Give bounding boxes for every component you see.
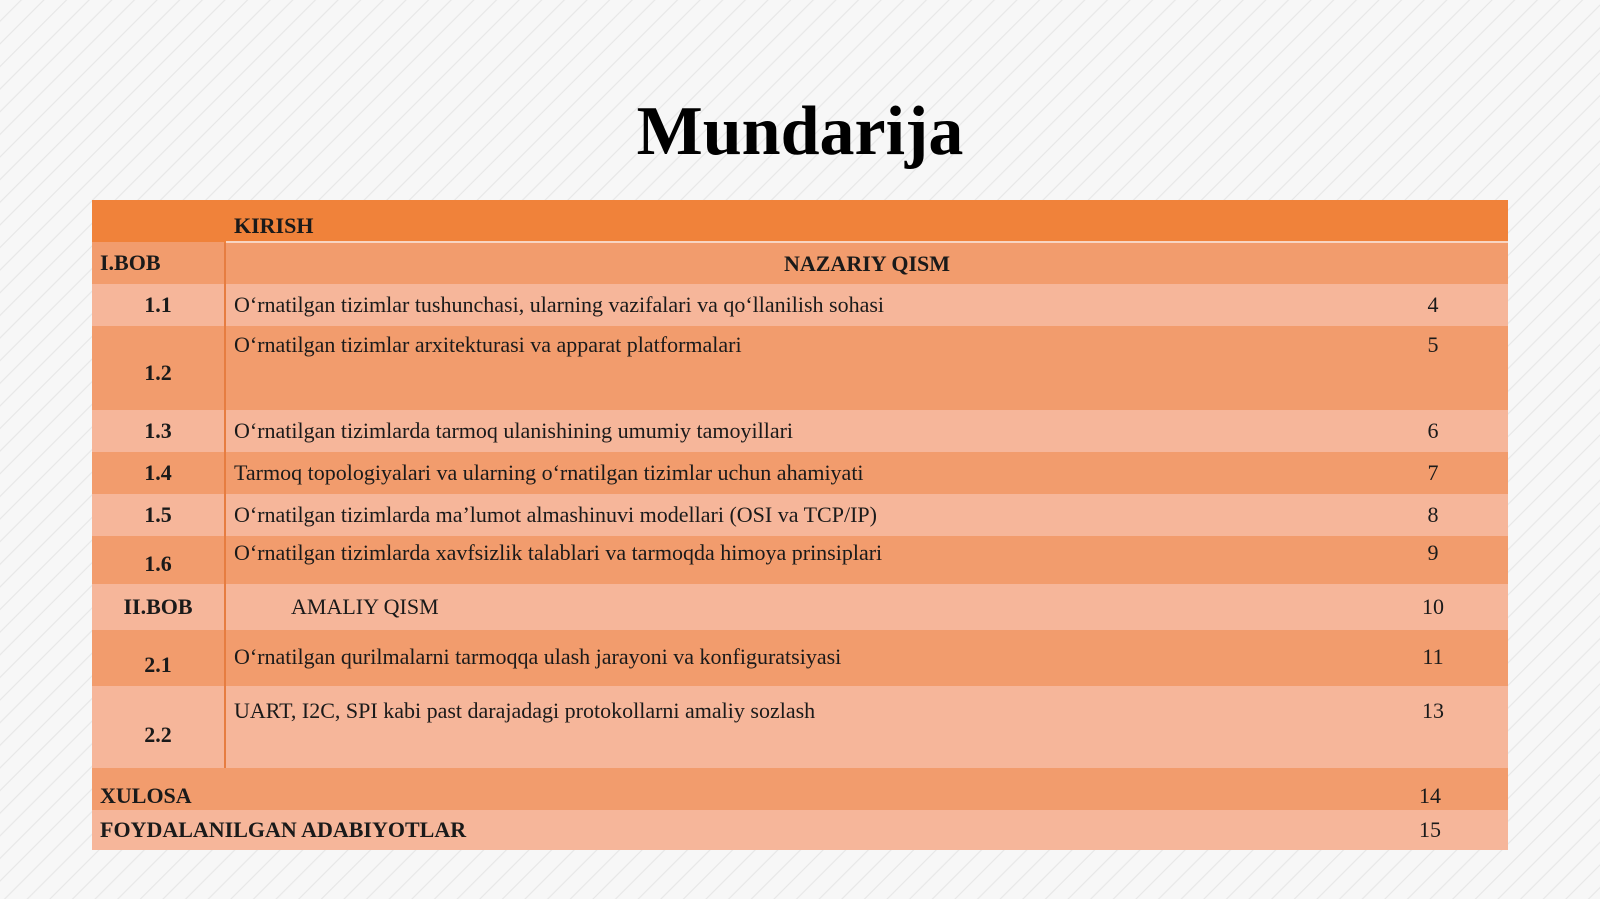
adabiyot-label: FOYDALANILGAN ADABIYOTLAR (100, 817, 467, 842)
toc-item-number: 1.1 (92, 284, 225, 326)
toc-row (92, 494, 1508, 536)
toc-item-page: 8 (1427, 502, 1439, 527)
toc-item-number: 1.2 (92, 326, 225, 410)
toc-row-xulosa (92, 768, 1508, 810)
toc-row-kirish (92, 200, 1508, 242)
toc-item-page: 11 (1422, 644, 1444, 669)
xulosa-label: XULOSA (100, 783, 192, 808)
toc-item-number: 1.5 (92, 494, 225, 536)
toc-item-text: O‘rnatilgan tizimlar tushunchasi, ularning vazifalari va qo‘llanilish sohasi (234, 292, 885, 317)
table-of-contents (92, 200, 1508, 850)
chapter2-number: II.BOB (92, 584, 225, 630)
toc-row (92, 630, 1508, 686)
toc-item-number: 1.3 (92, 410, 225, 452)
kirish-label: KIRISH (225, 200, 1358, 242)
xulosa-page: 14 (1419, 783, 1441, 808)
chapter1-title: NAZARIY QISM (783, 250, 951, 276)
toc-row (92, 452, 1508, 494)
toc-item-text: O‘rnatilgan tizimlar arxitekturasi va apparat platformalari (234, 332, 742, 357)
toc-item-number: 2.2 (92, 686, 225, 768)
toc-item-text: O‘rnatilgan tizimlarda tarmoq ulanishining umumiy tamoyillari (234, 418, 794, 443)
toc-row (92, 686, 1508, 768)
toc-row (92, 284, 1508, 326)
toc-item-text: UART, I2C, SPI kabi past darajadagi protokollarni amaliy sozlash (234, 698, 816, 723)
toc-item-page: 9 (1427, 540, 1439, 565)
toc-item-page: 7 (1427, 460, 1439, 485)
adabiyot-page: 15 (1419, 817, 1441, 842)
toc-item-text: Tarmoq topologiyalari va ularning o‘rnatilgan tizimlar uchun ahamiyati (234, 460, 864, 485)
toc-row-adabiyot (92, 810, 1508, 850)
toc-item-page: 5 (1427, 332, 1439, 357)
toc-item-number: 1.6 (92, 536, 225, 584)
toc-row (92, 536, 1508, 584)
toc-item-text: O‘rnatilgan qurilmalarni tarmoqqa ulash jarayoni va konfiguratsiyasi (234, 644, 842, 669)
toc-row (92, 410, 1508, 452)
toc-row-chapter1 (92, 242, 1508, 284)
toc-item-page: 6 (1427, 418, 1439, 443)
toc-item-text: O‘rnatilgan tizimlarda ma’lumot almashinuvi modellari (OSI va TCP/IP) (234, 502, 877, 527)
page-title: Mundarija (636, 93, 964, 170)
toc-item-number: 1.4 (92, 452, 225, 494)
chapter1-number: I.BOB (92, 242, 225, 284)
chapter2-page: 10 (1422, 594, 1444, 619)
toc-item-page: 13 (1422, 698, 1444, 723)
toc-item-number: 2.1 (92, 630, 225, 686)
toc-row-chapter2 (92, 584, 1508, 630)
toc-item-page: 4 (1427, 292, 1439, 317)
toc-item-text: O‘rnatilgan tizimlarda xavfsizlik talablari va tarmoqda himoya prinsiplari (234, 540, 883, 565)
toc-row (92, 326, 1508, 410)
chapter2-title: AMALIY QISM (291, 594, 439, 619)
